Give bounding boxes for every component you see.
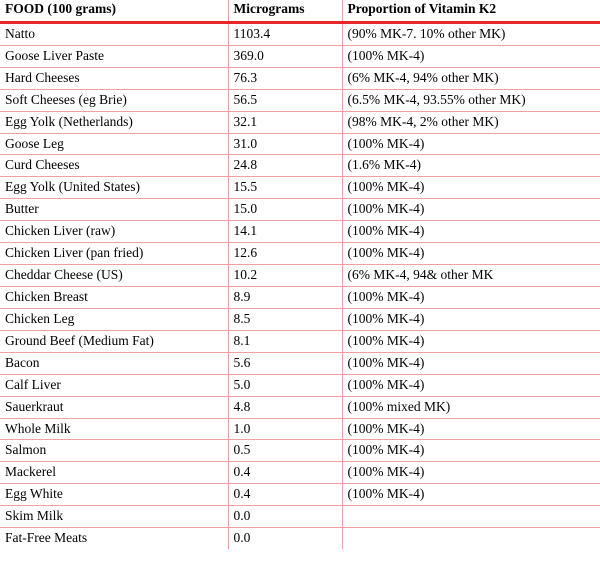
table-row: [0, 89, 600, 111]
table-row: [0, 440, 600, 462]
cell-micrograms: 15.5: [228, 177, 342, 199]
table-row: [0, 396, 600, 418]
cell-food: Goose Liver Paste: [0, 45, 228, 67]
table-header: [0, 0, 600, 22]
cell-proportion: (100% MK-4): [342, 462, 600, 484]
cell-micrograms: 8.9: [228, 286, 342, 308]
cell-proportion: (100% MK-4): [342, 484, 600, 506]
cell-food: Salmon: [0, 440, 228, 462]
table-row: [0, 111, 600, 133]
cell-food: Chicken Liver (raw): [0, 221, 228, 243]
table-row: [0, 286, 600, 308]
cell-food: Chicken Breast: [0, 286, 228, 308]
cell-proportion: (100% MK-4): [342, 45, 600, 67]
cell-proportion: (100% MK-4): [342, 286, 600, 308]
table-row: [0, 67, 600, 89]
cell-micrograms: 12.6: [228, 243, 342, 265]
table-row: [0, 133, 600, 155]
cell-micrograms: 1103.4: [228, 22, 342, 45]
column-header-micrograms: Micrograms: [228, 0, 342, 22]
cell-food: Mackerel: [0, 462, 228, 484]
table-row: [0, 199, 600, 221]
cell-proportion: (100% MK-4): [342, 243, 600, 265]
cell-micrograms: 1.0: [228, 418, 342, 440]
table-row: [0, 462, 600, 484]
cell-food: Butter: [0, 199, 228, 221]
cell-proportion: (100% MK-4): [342, 418, 600, 440]
cell-proportion: (100% mixed MK): [342, 396, 600, 418]
cell-food: Egg Yolk (Netherlands): [0, 111, 228, 133]
cell-proportion: (100% MK-4): [342, 221, 600, 243]
cell-food: Fat-Free Meats: [0, 528, 228, 549]
cell-micrograms: 369.0: [228, 45, 342, 67]
cell-proportion: [342, 528, 600, 549]
cell-micrograms: 4.8: [228, 396, 342, 418]
cell-proportion: (100% MK-4): [342, 330, 600, 352]
cell-food: Cheddar Cheese (US): [0, 265, 228, 287]
cell-micrograms: 5.6: [228, 352, 342, 374]
table-row: [0, 528, 600, 549]
cell-food: Sauerkraut: [0, 396, 228, 418]
cell-proportion: (100% MK-4): [342, 308, 600, 330]
cell-food: Natto: [0, 22, 228, 45]
cell-food: Curd Cheeses: [0, 155, 228, 177]
cell-proportion: (6% MK-4, 94% other MK): [342, 67, 600, 89]
cell-food: Egg Yolk (United States): [0, 177, 228, 199]
column-header-food: FOOD (100 grams): [0, 0, 228, 22]
table-row: [0, 155, 600, 177]
cell-proportion: (6% MK-4, 94& other MK: [342, 265, 600, 287]
cell-food: Goose Leg: [0, 133, 228, 155]
table-row: [0, 308, 600, 330]
table-row: [0, 418, 600, 440]
cell-food: Chicken Liver (pan fried): [0, 243, 228, 265]
cell-food: Hard Cheeses: [0, 67, 228, 89]
cell-proportion: (100% MK-4): [342, 440, 600, 462]
cell-micrograms: 31.0: [228, 133, 342, 155]
table-row: [0, 484, 600, 506]
cell-proportion: (90% MK-7. 10% other MK): [342, 22, 600, 45]
cell-micrograms: 0.0: [228, 506, 342, 528]
cell-food: Whole Milk: [0, 418, 228, 440]
table-row: [0, 374, 600, 396]
cell-micrograms: 14.1: [228, 221, 342, 243]
cell-micrograms: 0.4: [228, 484, 342, 506]
column-header-proportion: Proportion of Vitamin K2: [342, 0, 600, 22]
table-row: [0, 352, 600, 374]
cell-food: Bacon: [0, 352, 228, 374]
cell-micrograms: 56.5: [228, 89, 342, 111]
cell-micrograms: 15.0: [228, 199, 342, 221]
cell-food: Calf Liver: [0, 374, 228, 396]
table-row: [0, 45, 600, 67]
cell-proportion: (98% MK-4, 2% other MK): [342, 111, 600, 133]
cell-proportion: (100% MK-4): [342, 133, 600, 155]
cell-micrograms: 8.5: [228, 308, 342, 330]
table-body: [0, 22, 600, 549]
cell-food: Ground Beef (Medium Fat): [0, 330, 228, 352]
cell-micrograms: 0.5: [228, 440, 342, 462]
cell-micrograms: 24.8: [228, 155, 342, 177]
cell-food: Soft Cheeses (eg Brie): [0, 89, 228, 111]
table-row: [0, 177, 600, 199]
cell-proportion: (100% MK-4): [342, 177, 600, 199]
cell-micrograms: 5.0: [228, 374, 342, 396]
table-row: [0, 221, 600, 243]
cell-proportion: (1.6% MK-4): [342, 155, 600, 177]
cell-micrograms: 32.1: [228, 111, 342, 133]
cell-food: Chicken Leg: [0, 308, 228, 330]
cell-proportion: (100% MK-4): [342, 199, 600, 221]
cell-proportion: (100% MK-4): [342, 352, 600, 374]
table-row: [0, 243, 600, 265]
cell-proportion: (6.5% MK-4, 93.55% other MK): [342, 89, 600, 111]
cell-food: Egg White: [0, 484, 228, 506]
cell-micrograms: 0.0: [228, 528, 342, 549]
cell-micrograms: 0.4: [228, 462, 342, 484]
cell-micrograms: 10.2: [228, 265, 342, 287]
table-row: [0, 265, 600, 287]
table-row: [0, 506, 600, 528]
table-row: [0, 330, 600, 352]
cell-proportion: [342, 506, 600, 528]
table-row: [0, 22, 600, 45]
cell-proportion: (100% MK-4): [342, 374, 600, 396]
cell-food: Skim Milk: [0, 506, 228, 528]
cell-micrograms: 76.3: [228, 67, 342, 89]
table-header-row: [0, 0, 600, 22]
cell-micrograms: 8.1: [228, 330, 342, 352]
